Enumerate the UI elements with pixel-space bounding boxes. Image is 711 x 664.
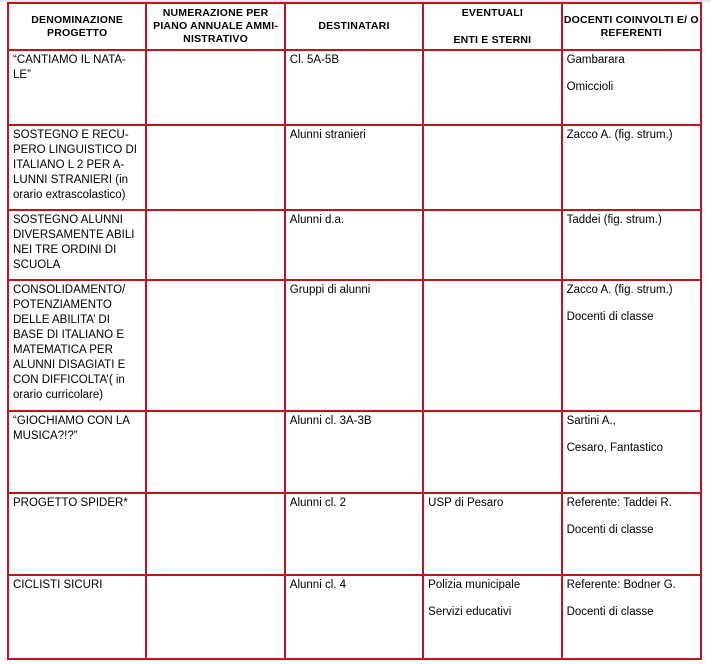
- external-entities-cell: [423, 411, 561, 493]
- project-name-cell-text: PROGETTO SPIDER*: [13, 497, 128, 509]
- budget-number-cell-content: [147, 51, 283, 55]
- teachers-cell-content: [563, 494, 700, 540]
- table-row: [8, 411, 701, 493]
- external-entities-cell: [423, 50, 561, 125]
- table-row: [8, 210, 701, 280]
- budget-number-cell-content: [147, 412, 283, 416]
- teachers-cell-line: Docenti di classe: [566, 524, 654, 536]
- table-row: [8, 493, 701, 575]
- recipients-cell-text: Cl. 5A-5B: [289, 54, 339, 66]
- budget-number-cell: [146, 575, 284, 659]
- project-name-cell-text: SOSTEGNO ALUNNI DIVERSAMENTE ABILI NEI TRE ORDINI DI SCUOLA: [13, 214, 135, 271]
- external-entities-cell: [423, 125, 561, 210]
- external-entities-cell-line: USP di Pesaro: [428, 497, 504, 509]
- teachers-cell: [562, 411, 701, 493]
- recipients-cell-text: Alunni cl. 2: [289, 497, 347, 509]
- teachers-cell: [562, 125, 701, 210]
- teachers-cell: [562, 493, 701, 575]
- project-name-cell-content: [9, 211, 145, 275]
- external-entities-cell-content: [424, 576, 560, 622]
- external-entities-cell: [423, 575, 561, 659]
- budget-number-cell: [146, 280, 284, 411]
- external-entities-cell-content: [424, 494, 560, 513]
- recipients-cell-content: [286, 494, 422, 513]
- external-entities-cell-content: [424, 126, 560, 130]
- recipients-cell-content: [286, 211, 422, 230]
- recipients-cell: [285, 280, 423, 411]
- header-external-entities-line2: ENTI E STERNI: [453, 33, 532, 46]
- teachers-cell: [562, 210, 701, 280]
- project-name-cell: [8, 210, 146, 280]
- projects-sheet: [7, 2, 702, 662]
- recipients-cell: [285, 50, 423, 125]
- project-name-cell-content: [9, 412, 145, 446]
- external-entities-cell: [423, 280, 561, 411]
- external-entities-cell-content: [424, 211, 560, 215]
- teachers-cell-line: Docenti di classe: [566, 606, 654, 618]
- header-project-name: DENOMINAZIONE PROGETTO: [8, 3, 146, 50]
- teachers-cell: [562, 280, 701, 411]
- recipients-cell-text: Alunni cl. 4: [289, 579, 347, 591]
- project-name-cell-text: “CANTIAMO IL NATA-LE”: [13, 54, 126, 81]
- budget-number-cell: [146, 493, 284, 575]
- external-entities-cell: [423, 493, 561, 575]
- teachers-cell-content: [563, 51, 700, 97]
- header-external-entities-line1: EVENTUALI: [461, 6, 524, 19]
- project-name-cell-content: [9, 494, 145, 513]
- teachers-cell-line: Cesaro, Fantastico: [566, 442, 664, 454]
- projects-table: [7, 2, 702, 660]
- teachers-cell: [562, 575, 701, 659]
- recipients-cell: [285, 575, 423, 659]
- project-name-cell-text: “GIOCHIAMO CON LA MUSICA?!?”: [13, 415, 130, 442]
- teachers-cell-line: Referente: Taddei R.: [566, 497, 672, 509]
- table-row: [8, 280, 701, 411]
- teachers-cell-content: [563, 412, 700, 458]
- budget-number-cell-content: [147, 126, 283, 130]
- budget-number-cell: [146, 50, 284, 125]
- recipients-cell-content: [286, 412, 422, 431]
- recipients-cell-content: [286, 51, 422, 70]
- project-name-cell-content: [9, 281, 145, 405]
- project-name-cell: [8, 125, 146, 210]
- recipients-cell-content: [286, 126, 422, 145]
- header-recipients: DESTINATARI: [285, 3, 423, 50]
- external-entities-cell-content: [424, 51, 560, 55]
- teachers-cell-line: Referente: Bodner G.: [566, 579, 676, 591]
- budget-number-cell-content: [147, 494, 283, 498]
- external-entities-cell: [423, 210, 561, 280]
- header-teachers: DOCENTI COINVOLTI E/ O REFERENTI: [562, 3, 701, 50]
- project-name-cell-content: [9, 51, 145, 85]
- teachers-cell-line: Zacco A. (fig. strum.): [566, 284, 673, 296]
- external-entities-cell-content: [424, 281, 560, 285]
- project-name-cell: [8, 280, 146, 411]
- project-name-cell: [8, 493, 146, 575]
- header-budget-number: NUMERAZIONE PER PIANO ANNUALE AMMI-NISTRATIVO: [146, 3, 284, 50]
- teachers-cell-line: Docenti di classe: [566, 311, 654, 323]
- teachers-cell-content: [563, 211, 700, 230]
- table-row: [8, 125, 701, 210]
- teachers-cell-line: Omiccioli: [566, 81, 614, 93]
- budget-number-cell-content: [147, 576, 283, 580]
- budget-number-cell: [146, 210, 284, 280]
- recipients-cell: [285, 125, 423, 210]
- project-name-cell-content: [9, 576, 145, 595]
- project-name-cell: [8, 411, 146, 493]
- external-entities-cell-content: [424, 412, 560, 416]
- recipients-cell-text: Alunni cl. 3A-3B: [289, 415, 372, 427]
- teachers-cell: [562, 50, 701, 125]
- project-name-cell-text: CICLISTI SICURI: [13, 579, 103, 591]
- teachers-cell-content: [563, 281, 700, 327]
- project-name-cell-content: [9, 126, 145, 205]
- teachers-cell-content: [563, 576, 700, 622]
- teachers-cell-line: Gambarara: [566, 54, 625, 66]
- external-entities-cell-line: Servizi educativi: [428, 606, 512, 618]
- recipients-cell-text: Alunni stranieri: [289, 129, 366, 141]
- table-row: [8, 575, 701, 659]
- table-body: [8, 50, 701, 659]
- teachers-cell-line: Taddei (fig. strum.): [566, 214, 662, 226]
- budget-number-cell: [146, 125, 284, 210]
- budget-number-cell-content: [147, 281, 283, 285]
- recipients-cell-content: [286, 576, 422, 595]
- table-header-row: [8, 3, 701, 50]
- teachers-cell-line: Sartini A.,: [566, 415, 616, 427]
- recipients-cell-text: Gruppi di alunni: [289, 284, 371, 296]
- project-name-cell: [8, 50, 146, 125]
- recipients-cell: [285, 493, 423, 575]
- teachers-cell-line: Zacco A. (fig. strum.): [566, 129, 673, 141]
- project-name-cell-text: CONSOLIDAMENTO/ POTENZIAMENTO DELLE ABILITA’ DI BASE DI ITALIANO E MATEMATICA PER ALUNNI DISAGIATI E CON DIFFICOLTA’( in orario curricolare): [13, 284, 126, 401]
- table-row: [8, 50, 701, 125]
- teachers-cell-content: [563, 126, 700, 145]
- header-external-entities: [423, 3, 561, 50]
- recipients-cell: [285, 210, 423, 280]
- recipients-cell-text: Alunni d.a.: [289, 214, 345, 226]
- external-entities-cell-line: Polizia municipale: [428, 579, 521, 591]
- project-name-cell: [8, 575, 146, 659]
- recipients-cell: [285, 411, 423, 493]
- budget-number-cell-content: [147, 211, 283, 215]
- project-name-cell-text: SOSTEGNO E RECU-PERO LINGUISTICO DI ITALIANO L 2 PER A-LUNNI STRANIERI (in orario extrascolastico): [13, 129, 137, 201]
- budget-number-cell: [146, 411, 284, 493]
- recipients-cell-content: [286, 281, 422, 300]
